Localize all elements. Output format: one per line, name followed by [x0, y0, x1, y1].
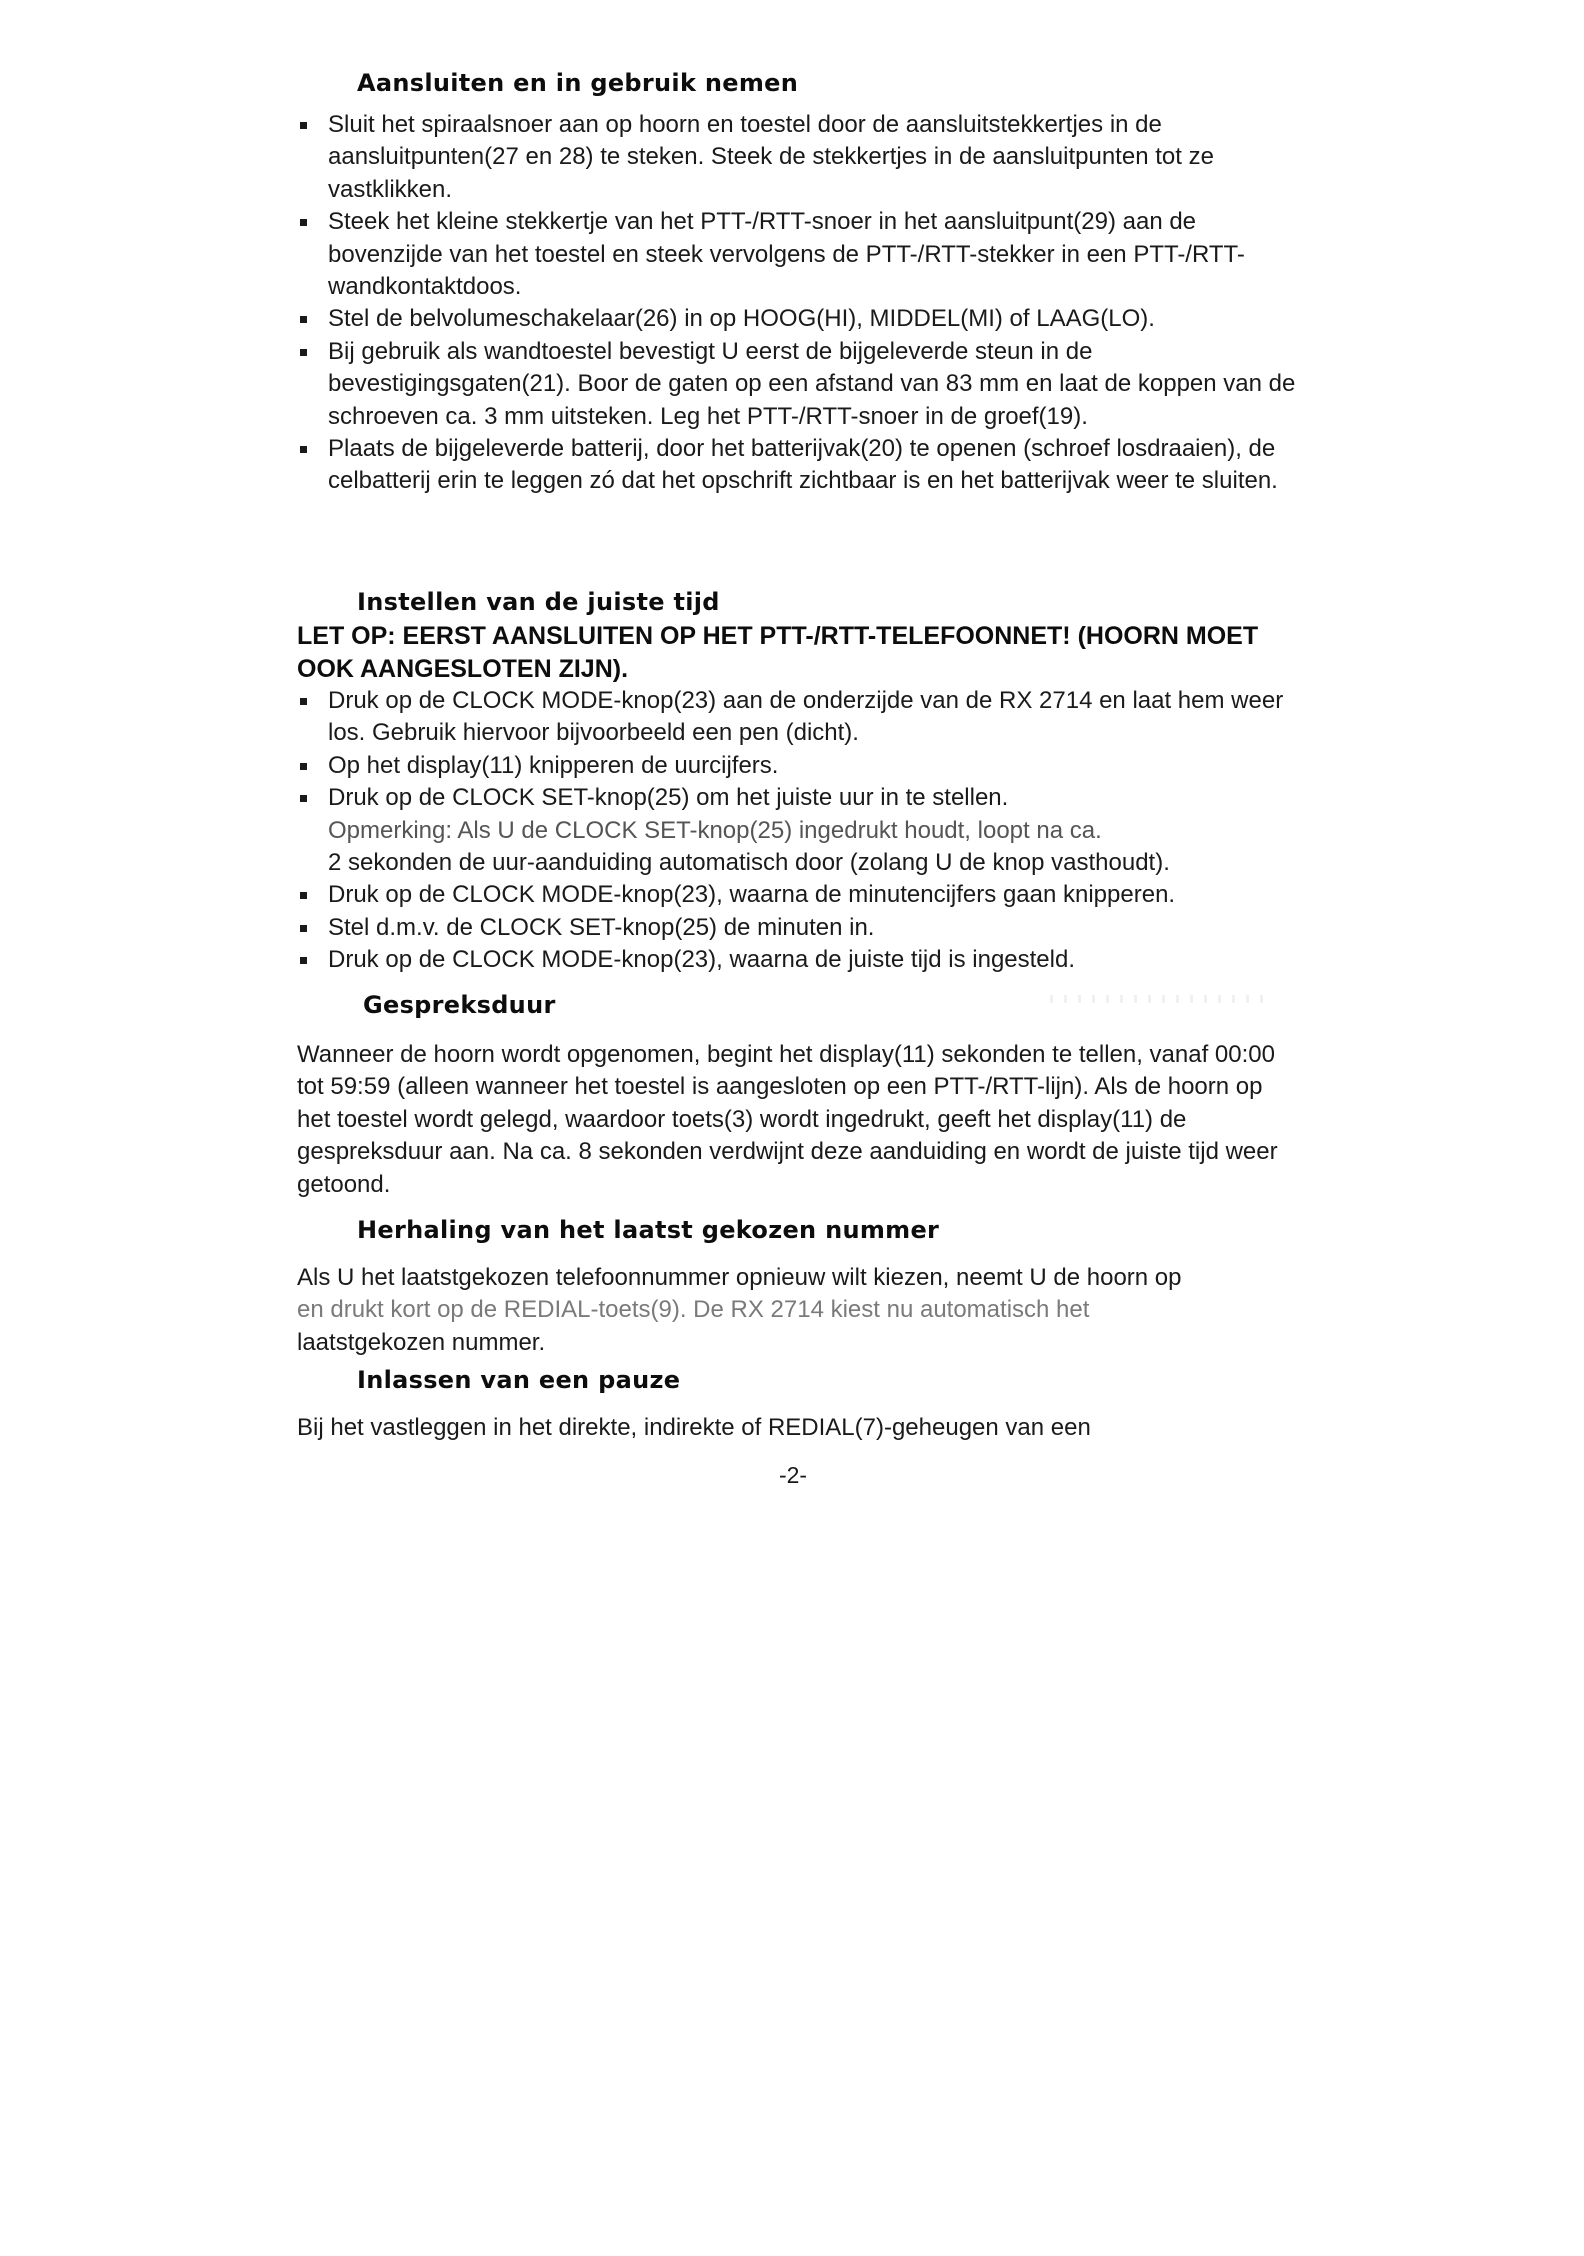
paragraph-gespreksduur: Wanneer de hoorn wordt opgenomen, begint het display(11) sekonden te tellen, vanaf 00:00 tot 59:59 (alleen wanneer het toestel is aangesloten op een PTT-/RTT-lijn). Als de hoorn op het toestel wordt gelegd, waardoor toets(3) wordt ingedrukt, geeft het display(11) de gespreksduur aan. Na ca. 8 sekonden verdwijnt deze aanduiding en wordt de juiste tijd weer getoond. — [297, 1041, 1278, 1198]
page-number: -2- — [778, 1462, 808, 1488]
list-item: Steek het kleine stekkertje van het PTT-/RTT-snoer in het aansluitpunt(29) aan de bovenzijde van het toestel en steek vervolgens de PTT-/RTT-stekker in een PTT-/RTT-wandkontaktdoos. — [297, 206, 1297, 303]
list-item: Op het display(11) knipperen de uurcijfers. — [297, 750, 1297, 782]
paragraph-herhaling — [297, 1262, 1297, 1359]
bullet-list-tijd — [297, 685, 1297, 977]
scan-artifact — [1050, 995, 1270, 1003]
paragraph-line-faint: en drukt kort op de REDIAL-toets(9). De RX 2714 kiest nu automatisch het — [297, 1296, 1090, 1324]
note-line-2: 2 sekonden de uur-aanduiding automatisch door (zolang U de knop vasthoudt). — [328, 849, 1170, 877]
list-item: Druk op de CLOCK MODE-knop(23) aan de onderzijde van de RX 2714 en laat hem weer los. Gebruik hiervoor bijvoorbeeld een pen (dicht). — [297, 685, 1297, 750]
paragraph-pauze: Bij het vastleggen in het direkte, indirekte of REDIAL(7)-geheugen van een — [297, 1414, 1091, 1441]
section-heading-tijd: Instellen van de juiste tijd — [357, 588, 720, 616]
section-heading-herhaling: Herhaling van het laatst gekozen nummer — [357, 1216, 940, 1244]
bullet-list-aansluiten — [297, 109, 1297, 498]
list-item: Druk op de CLOCK MODE-knop(23), waarna de minutencijfers gaan knipperen. — [297, 879, 1297, 911]
paragraph-line: Als U het laatstgekozen telefoonnummer opnieuw wilt kiezen, neemt U de hoorn op — [297, 1264, 1182, 1291]
list-item: Druk op de CLOCK MODE-knop(23), waarna de juiste tijd is ingesteld. — [297, 944, 1297, 976]
section-heading-gespreksduur: Gespreksduur — [363, 991, 556, 1019]
list-item — [297, 782, 1297, 879]
warning-text: LET OP: EERST AANSLUITEN OP HET PTT-/RTT-TELEFOONNET! (HOORN MOET OOK AANGESLOTEN ZIJN). — [297, 622, 1259, 683]
list-item: Plaats de bijgeleverde batterij, door het batterijvak(20) te openen (schroef losdraaien), de celbatterij erin te leggen zó dat het opschrift zichtbaar is en het batterijvak weer te sluiten. — [297, 433, 1297, 498]
list-item: Sluit het spiraalsnoer aan op hoorn en toestel door de aansluitstekkertjes in de aansluitpunten(27 en 28) te steken. Steek de stekkertjes in de aansluitpunten tot ze vastklikken. — [297, 109, 1297, 206]
note-line-1: Opmerking: Als U de CLOCK SET-knop(25) ingedrukt houdt, loopt na ca. — [328, 816, 1102, 844]
list-item: Stel de belvolumeschakelaar(26) in op HOOG(HI), MIDDEL(MI) of LAAG(LO). — [297, 303, 1297, 335]
section-heading-pauze: Inlassen van een pauze — [357, 1366, 681, 1394]
paragraph-line: laatstgekozen nummer. — [297, 1328, 546, 1356]
list-item: Bij gebruik als wandtoestel bevestigt U eerst de bijgeleverde steun in de bevestigingsgaten(21). Boor de gaten op een afstand van 83 mm en laat de koppen van de schroeven ca. 3 mm uitsteken. Leg het PTT-/RTT-snoer in de groef(19). — [297, 336, 1297, 433]
list-item-text: Druk op de CLOCK SET-knop(25) om het juiste uur in te stellen. — [328, 784, 1009, 812]
section-heading-aansluiten: Aansluiten en in gebruik nemen — [357, 69, 799, 97]
list-item: Stel d.m.v. de CLOCK SET-knop(25) de minuten in. — [297, 912, 1297, 944]
